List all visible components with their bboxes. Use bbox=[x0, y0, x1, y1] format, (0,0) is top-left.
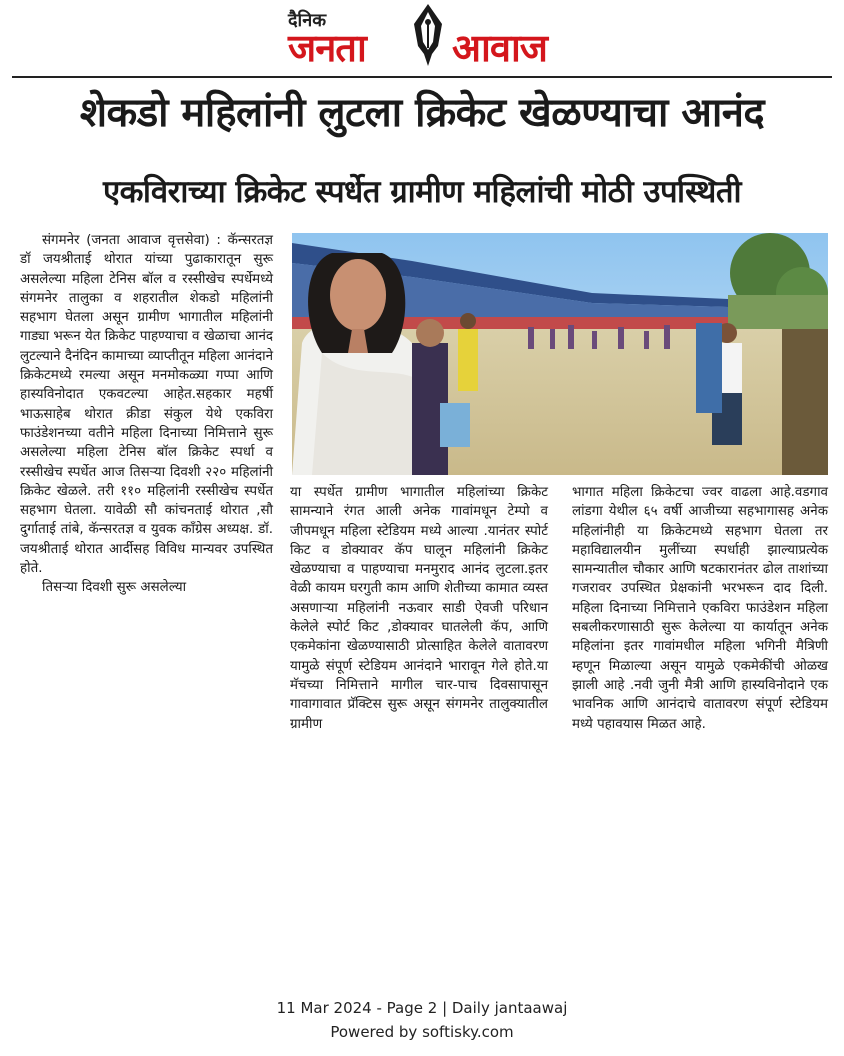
article-column-2 bbox=[290, 483, 548, 734]
masthead-title-right: आवाज bbox=[452, 26, 548, 70]
masthead-title-left: जनता bbox=[288, 26, 366, 70]
masthead bbox=[0, 0, 844, 78]
footer-date-page: 11 Mar 2024 - Page 2 | Daily jantaawaj bbox=[276, 999, 568, 1017]
article-column-3 bbox=[572, 483, 828, 734]
column-2-paragraph: या स्पर्धेत ग्रामीण भागातील महिलांच्या क्रिकेट सामन्याने रंगत आली अनेक गावांमधून टेम्पो व जीपमधून महिला स्टेडियम मध्ये आल्या .यानंतर स्पोर्ट किट व डोक्यावर कॅप घालून महिलांनी क्रिकेट खेळण्याचा व पाहण्याचा मनमुराद आनंद लुटला.इतर वेळी कायम घरगुती काम आणि शेतीच्या कामात व्यस्त असणाऱ्या महिलांनी नऊवार साडी ऐवजी परिधान केलेले स्पोर्ट किट ,डोक्यावर घातलेली कॅप, आणि एकमेकांना खेळण्यासाठी प्रोत्साहित केलेले वातावरण यामुळे संपूर्ण स्टेडियम आनंदाने भारावून गेले होते.या मॅचच्या निमित्ताने मागील चार-पाच दिवसापासून गावागावात प्रॅक्टिस सुरू असून संगमनेर तालुक्यातील ग्रामीण bbox=[290, 485, 548, 732]
article-photo bbox=[292, 233, 828, 475]
masthead-divider bbox=[12, 76, 832, 78]
article-column-1 bbox=[20, 231, 273, 598]
pen-nib-logo-icon bbox=[408, 2, 448, 68]
column-1-paragraph-1: संगमनेर (जनता आवाज वृत्तसेवा) : कॅन्सरतज्ञ डॉ जयश्रीताई थोरात यांच्या पुढाकारातून सुरू असलेल्या महिला टेनिस बॉल व रस्सीखेच स्पर्धेमध्ये संगमनेर तालुका व शहरातील शेकडो महिलांनी सहभाग घेतला असून ग्रामीण भागातील महिलांनी गाड्या भरून येत क्रिकेट पाहण्याचा व खेळाचा आनंद लुटल्याने दैनंदिन कामाच्या व्याप्तीतून महिला आनंदाने क्रिकेटमध्ये रमल्या असून मनमोकळ्या गप्पा आणि हास्यविनोदात एकवटल्या आहेत.सहकार महर्षी भाऊसाहेब थोरात क्रीडा संकुल येथे एकविरा फाउंडेशनच्या वतीने महिला दिनाच्या निमित्ताने सुरू असलेल्या महिला टेनिस बॉल क्रिकेट स्पर्धा व रस्सीखेच स्पर्धेत आज तिसऱ्या दिवशी २२० महिलांनी क्रिकेट खेळले. तरी ११० महिलांनी रस्सीखेच स्पर्धेत सहभाग घेतला. यावेळी सौ कांचनताई थोरात ,सौ दुर्गाताई तांबे, कॅन्सरतज्ञ व युवक काँग्रेस अध्यक्ष. डॉ. जयश्रीताई थोरात आर्दीसह विविध मान्यवर उपस्थित होते. bbox=[20, 233, 273, 577]
column-3-paragraph: भागात महिला क्रिकेटचा ज्वर वाढला आहे.वडगाव लांडगा येथील ६५ वर्षी आजीच्या सहभागासह अनेक महिलांनीही या क्रिकेटमध्ये सहभाग घेतला तर महाविद्यालयीन मुलींच्या स्पर्धाही झाल्याप्रत्येक सामन्यातील चौकार आणि षटकारानंतर ढोल ताशांच्या गजरावर उपस्थित प्रेक्षकांनी भरभरून दाद दिली. महिला दिनाच्या निमित्ताने एकविरा फाउंडेशन महिला सबलीकरणासाठी सुरू केलेल्या या कार्यातून अनेक महिलांना इतर गावांमधील महिला भगिनी मैत्रिणी म्हणून मिळाल्या असून यामुळे एकमेकींची ओळख झाली आहे .नवी जुनी मैत्री आणि हास्यविनोदाने एक भावनिक आणि आनंदाचे वातावरण संपूर्ण स्टेडियम मध्ये पहावयास मिळत आहे. bbox=[572, 485, 828, 732]
column-1-paragraph-2: तिसऱ्या दिवशी सुरू असलेल्या bbox=[42, 580, 187, 596]
article-subheadline: एकविराच्या क्रिकेट स्पर्धेत ग्रामीण महिलांची मोठी उपस्थिती bbox=[102, 174, 742, 210]
footer-powered-by: Powered by softisky.com bbox=[330, 1023, 514, 1041]
page-footer bbox=[0, 996, 844, 1044]
article-headline: शेकडो महिलांनी लुटला क्रिकेट खेळण्याचा आनंद bbox=[79, 90, 765, 136]
masthead-daily-label: दैनिक bbox=[288, 10, 327, 31]
